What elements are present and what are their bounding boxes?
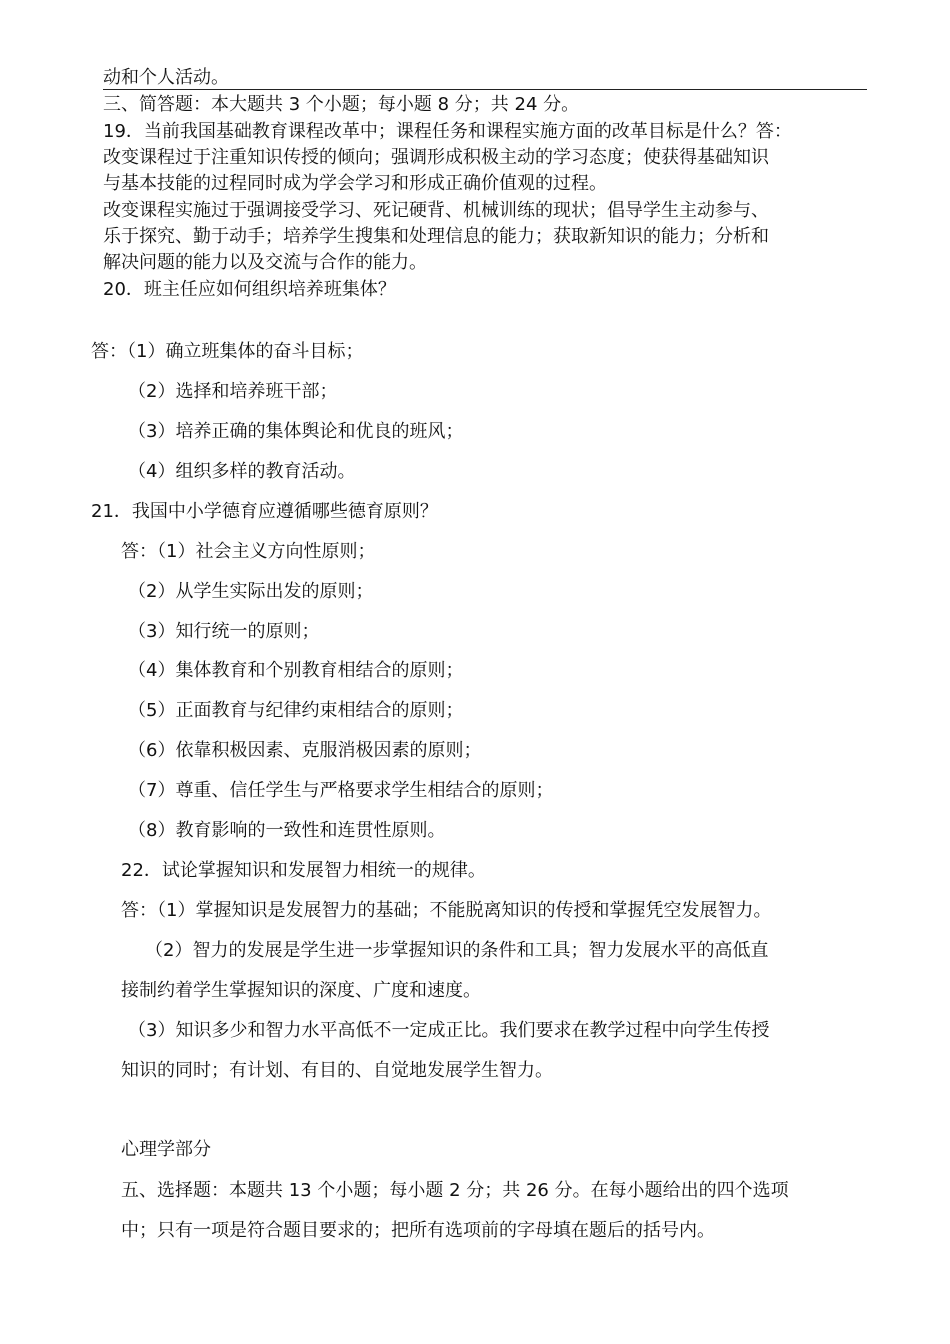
answer-line: 答：（1）确立班集体的奋斗目标；	[91, 341, 364, 362]
answer-line: （6）依靠积极因素、克服消极因素的原则；	[128, 740, 482, 761]
question-19: 19．当前我国基础教育课程改革中；课程任务和课程实施方面的改革目标是什么？答：	[103, 121, 792, 142]
answer-line: （4）组织多样的教育活动。	[128, 461, 356, 482]
answer-line: 知识的同时；有计划、有目的、自觉地发展学生智力。	[121, 1060, 553, 1081]
section-heading-multiple-choice: 五、选择题：本题共 13 个小题；每小题 2 分；共 26 分。在每小题给出的四个选项	[121, 1180, 789, 1201]
answer-line: 接制约着学生掌握知识的深度、广度和速度。	[121, 980, 481, 1001]
answer-line: （3）知行统一的原则；	[128, 621, 320, 642]
answer-line: （2）智力的发展是学生进一步掌握知识的条件和工具；智力发展水平的高低直	[145, 940, 769, 961]
answer-line: （8）教育影响的一致性和连贯性原则。	[128, 820, 446, 841]
answer-line: （4）集体教育和个别教育相结合的原则；	[128, 660, 464, 681]
text-line: 动和个人活动。	[103, 67, 229, 88]
section-title-psychology: 心理学部分	[121, 1139, 211, 1160]
answer-line: 答：（1）社会主义方向性原则；	[121, 541, 376, 562]
answer-line: （3）知识多少和智力水平高低不一定成正比。我们要求在教学过程中向学生传授	[128, 1020, 770, 1041]
question-22: 22．试论掌握知识和发展智力相统一的规律。	[121, 860, 486, 881]
answer-line: （7）尊重、信任学生与严格要求学生相结合的原则；	[128, 780, 554, 801]
text-line: 改变课程实施过于强调接受学习、死记硬背、机械训练的现状；倡导学生主动参与、	[103, 200, 769, 221]
text-line: 与基本技能的过程同时成为学会学习和形成正确价值观的过程。	[103, 173, 607, 194]
text-line: 中；只有一项是符合题目要求的；把所有选项前的字母填在题后的括号内。	[121, 1220, 715, 1241]
answer-line: （2）选择和培养班干部；	[128, 381, 338, 402]
text-line: 改变课程过于注重知识传授的倾向；强调形成积极主动的学习态度；使获得基础知识	[103, 147, 769, 168]
question-20: 20．班主任应如何组织培养班集体？	[103, 279, 396, 300]
section-heading-short-answer: 三、简答题：本大题共 3 个小题；每小题 8 分；共 24 分。	[103, 94, 580, 115]
question-21: 21．我国中小学德育应遵循哪些德育原则？	[91, 501, 438, 522]
text-line: 解决问题的能力以及交流与合作的能力。	[103, 252, 427, 273]
text-line: 乐于探究、勤于动手；培养学生搜集和处理信息的能力；获取新知识的能力；分析和	[103, 226, 769, 247]
answer-line: 答：（1）掌握知识是发展智力的基础；不能脱离知识的传授和掌握凭空发展智力。	[121, 900, 772, 921]
answer-line: （5）正面教育与纪律约束相结合的原则；	[128, 700, 464, 721]
answer-line: （3）培养正确的集体舆论和优良的班风；	[128, 421, 464, 442]
answer-line: （2）从学生实际出发的原则；	[128, 581, 374, 602]
